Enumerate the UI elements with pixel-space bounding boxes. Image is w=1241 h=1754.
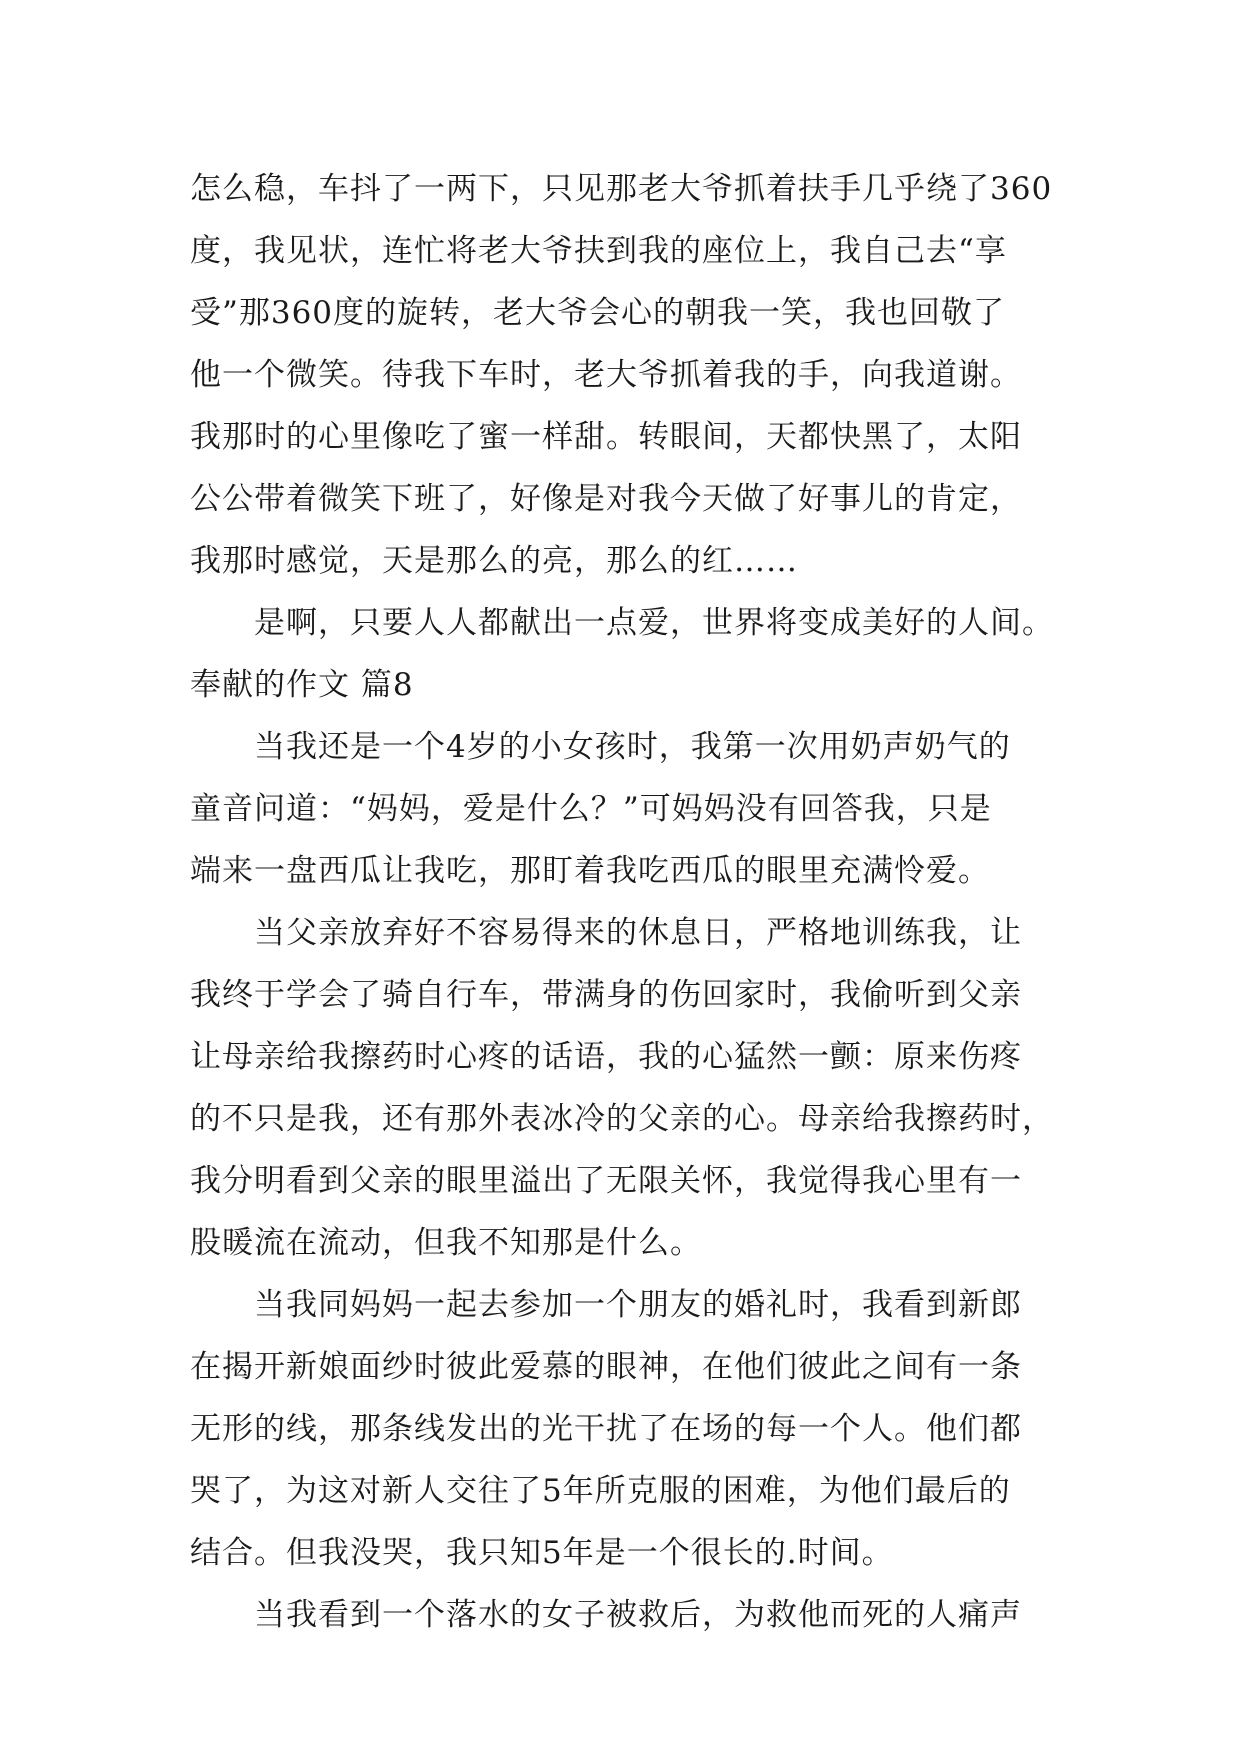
paragraph-start-line: 当父亲放弃好不容易得来的休息日，严格地训练我，让 [254, 915, 1022, 951]
text-line: 哭了，为这对新人交往了5年所克服的困难，为他们最后的 [190, 1473, 1011, 1509]
text-line: 我分明看到父亲的眼里溢出了无限关怀，我觉得我心里有一 [190, 1163, 1022, 1199]
text-line: 公公带着微笑下班了，好像是对我今天做了好事儿的肯定， [190, 481, 1022, 517]
text-line: 结合。但我没哭，我只知5年是一个很长的.时间。 [190, 1535, 894, 1571]
text-line: 股暖流在流动，但我不知那是什么。 [190, 1225, 702, 1261]
text-line: 童音问道：“妈妈，爱是什么？”可妈妈没有回答我，只是 [190, 791, 992, 827]
text-line: 怎么稳，车抖了一两下，只见那老大爷抓着扶手几乎绕了360 [190, 171, 1053, 207]
text-line: 他一个微笑。待我下车时，老大爷抓着我的手，向我道谢。 [190, 357, 1022, 393]
text-line: 我终于学会了骑自行车，带满身的伤回家时，我偷听到父亲 [190, 977, 1022, 1013]
text-line: 端来一盘西瓜让我吃，那盯着我吃西瓜的眼里充满怜爱。 [190, 853, 990, 889]
text-line: 我那时感觉，天是那么的亮，那么的红…… [190, 543, 798, 579]
text-line: 我那时的心里像吃了蜜一样甜。转眼间，天都快黑了，太阳 [190, 419, 1022, 455]
text-line: 受”那360度的旋转，老大爷会心的朝我一笑，我也回敬了 [190, 295, 1006, 331]
section-heading: 奉献的作文 篇8 [190, 667, 414, 703]
paragraph-start-line: 是啊，只要人人都献出一点爱，世界将变成美好的人间。 [254, 605, 1054, 641]
paragraph-start-line: 当我同妈妈一起去参加一个朋友的婚礼时，我看到新郎 [254, 1287, 1022, 1323]
text-line: 无形的线，那条线发出的光干扰了在场的每一个人。他们都 [190, 1411, 1022, 1447]
text-line: 度，我见状，连忙将老大爷扶到我的座位上，我自己去“享 [190, 233, 1007, 269]
document-body [190, 158, 1052, 1646]
paragraph-start-line: 当我还是一个4岁的小女孩时，我第一次用奶声奶气的 [254, 729, 1011, 765]
text-line: 在揭开新娘面纱时彼此爱慕的眼神，在他们彼此之间有一条 [190, 1349, 1022, 1385]
paragraph-start-line: 当我看到一个落水的女子被救后，为救他而死的人痛声 [254, 1597, 1022, 1633]
text-line: 让母亲给我擦药时心疼的话语，我的心猛然一颤：原来伤疼 [190, 1039, 1022, 1075]
text-line: 的不只是我，还有那外表冰冷的父亲的心。母亲给我擦药时， [190, 1101, 1054, 1137]
